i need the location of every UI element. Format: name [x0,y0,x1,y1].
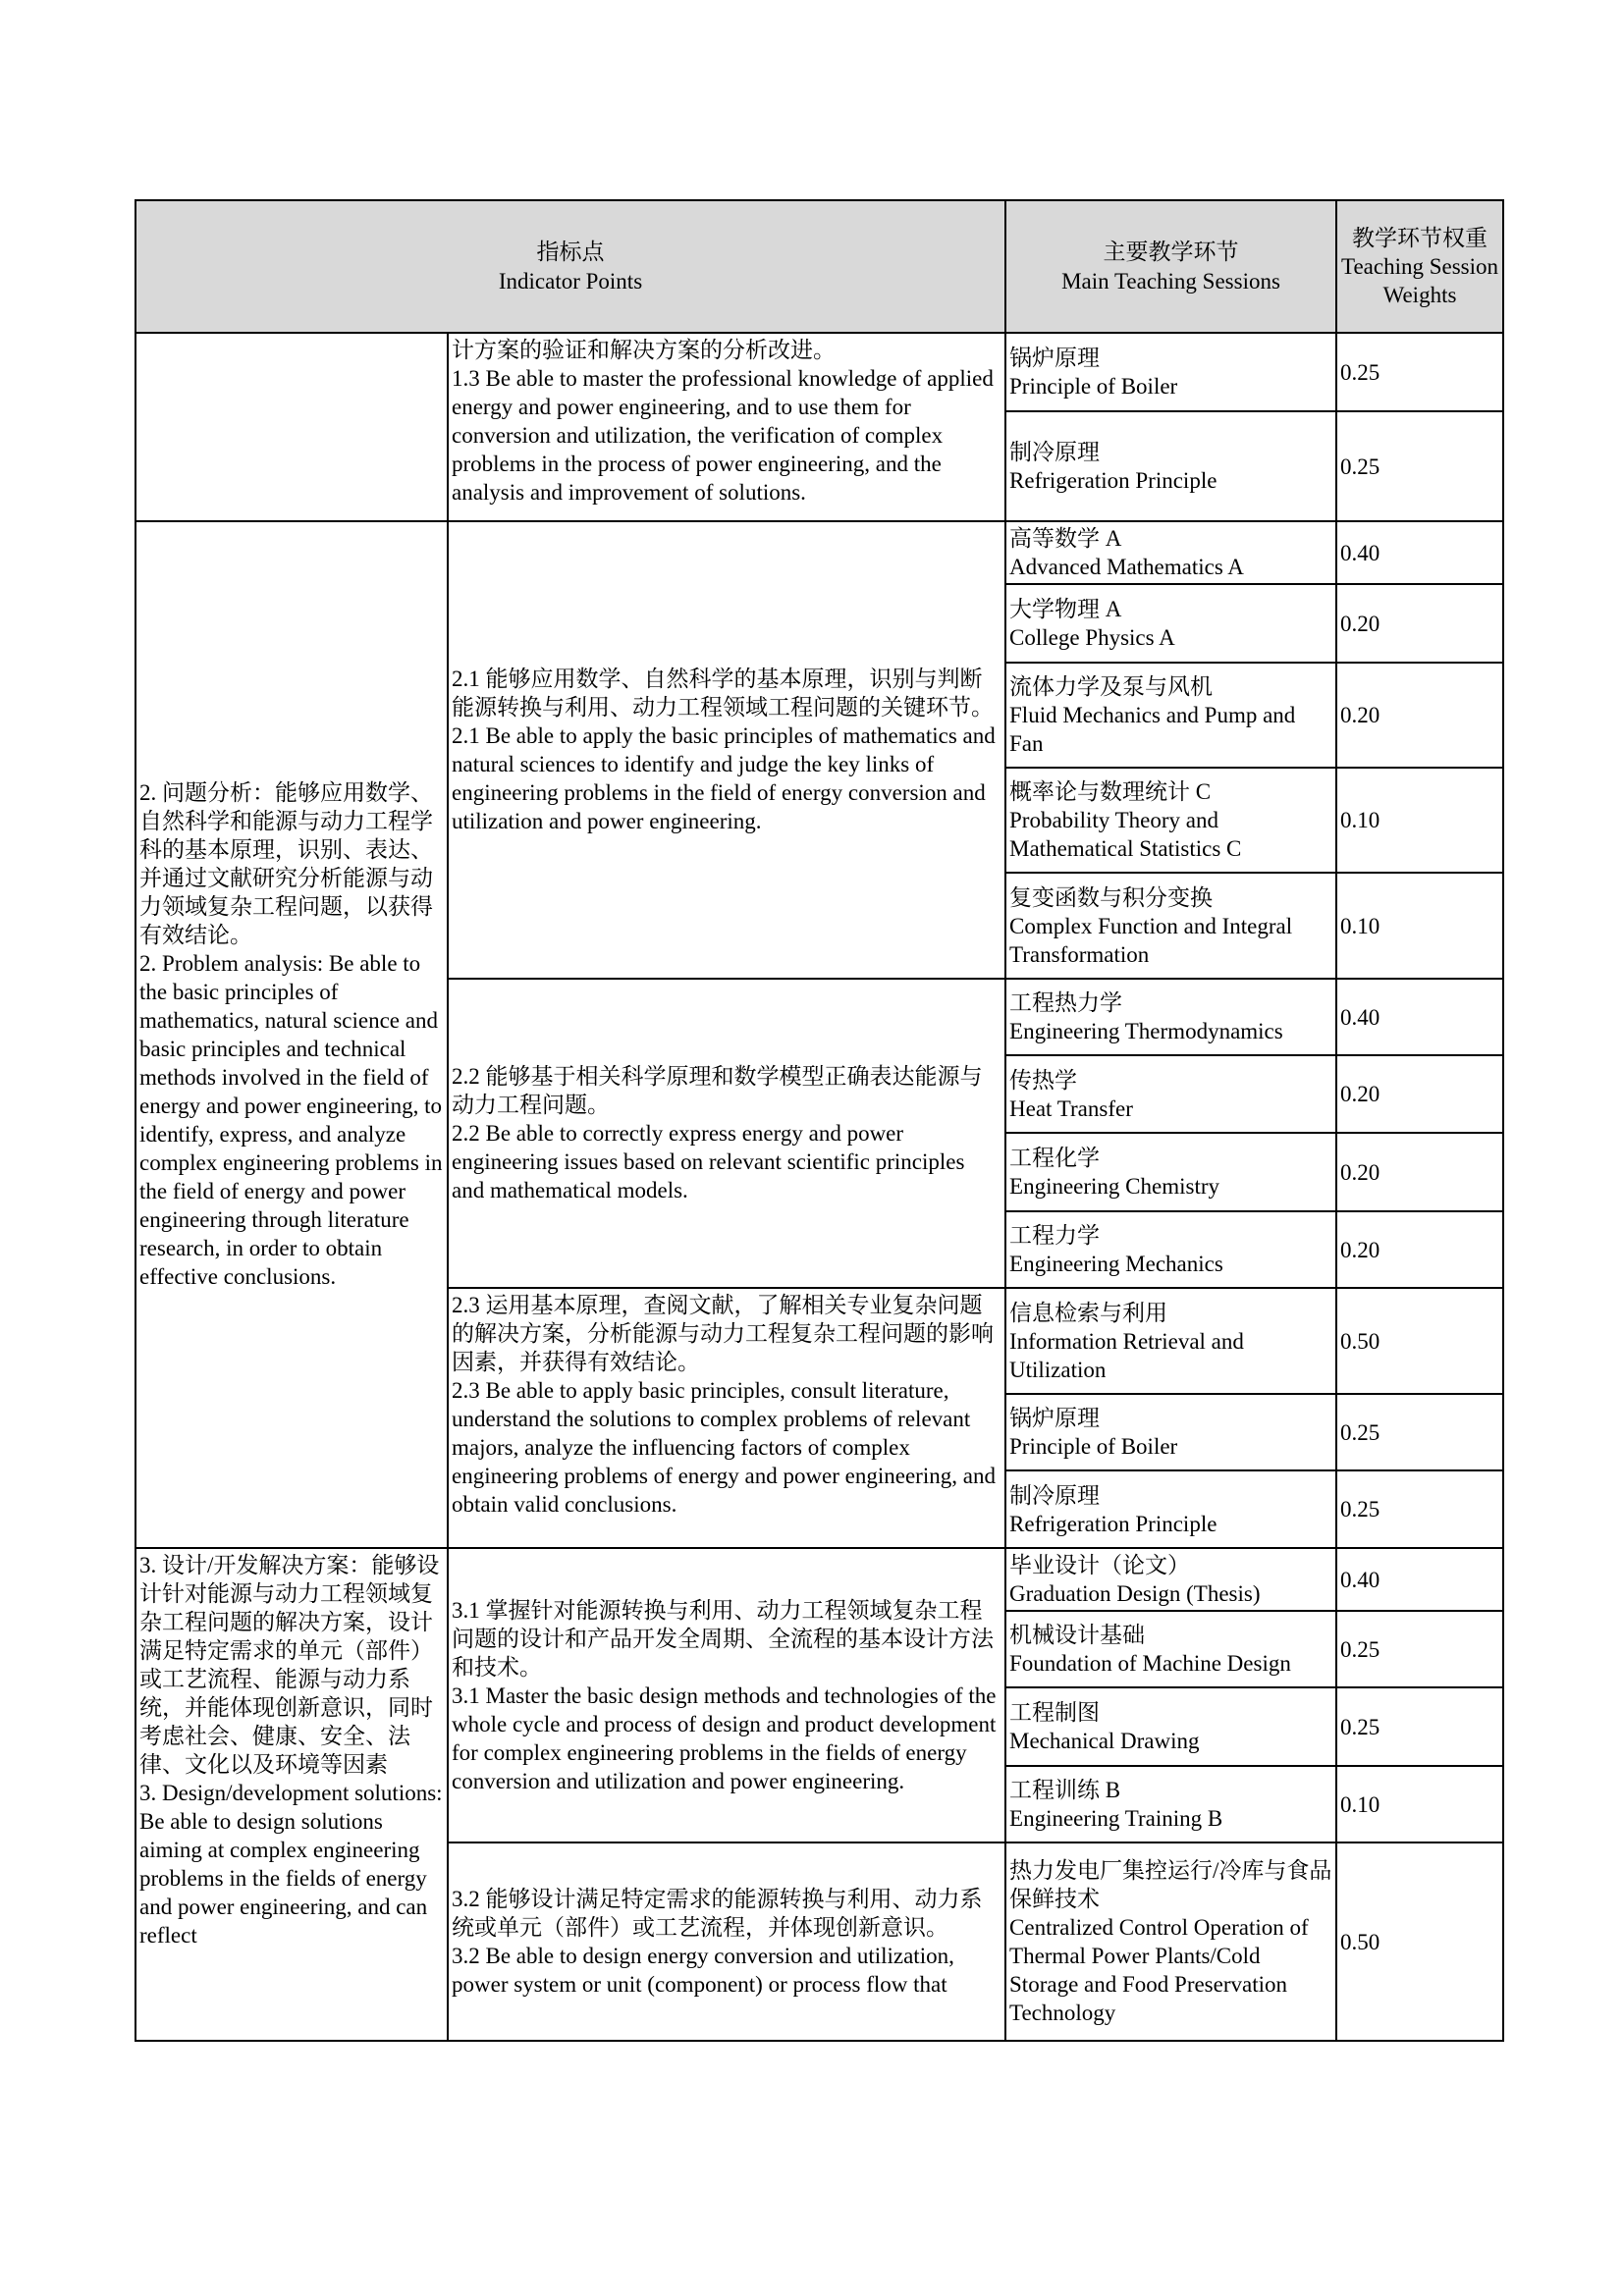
session-name-cn: 大学物理 A [1009,597,1122,621]
header-teaching-session-weights [1336,200,1503,333]
session-name-en: Principle of Boiler [1009,374,1178,399]
weight-cell: 0.25 [1336,333,1503,411]
indicator-text-en: 2.1 Be able to apply the basic principles of mathematics and natural sciences to identify and judge the key links of engineering problems in the field of energy conversion and utilization and power engineering. [452,723,996,833]
requirement-text-en: 2. Problem analysis: Be able to the basic principles of mathematics, natural science and basic principles and technical methods involved in the field of energy and power engineering, to identify, express, and analyze complex engineering problems in the field of energy and power engineering through literature research, in order to obtain effective conclusions. [139,951,443,1289]
indicator-cell-3-2 [448,1842,1005,2041]
indicator-table [135,199,1504,2042]
indicator-text-cn: 2.2 能够基于相关科学原理和数学模型正确表达能源与动力工程问题。 [452,1064,983,1117]
weight-cell: 0.10 [1336,768,1503,873]
session-name-en: Principle of Boiler [1009,1434,1178,1459]
header-main-teaching-sessions [1005,200,1336,333]
weight-cell: 0.50 [1336,1842,1503,2041]
table-row [135,333,1503,411]
indicator-text-en: 2.3 Be able to apply basic principles, consult literature, understand the solutions to complex problems of relevant majors, analyze the influencing factors of complex engineering problems of energy and power engineering, and obtain valid conclusions. [452,1378,996,1517]
header-indicator-cn: 指标点 [536,239,605,264]
session-name-cn: 工程训练 B [1009,1778,1121,1802]
session-name-cn: 信息检索与利用 [1009,1300,1168,1325]
session-name-en: Mechanical Drawing [1009,1729,1200,1753]
weight-cell: 0.40 [1336,979,1503,1055]
session-cell [1005,1687,1336,1766]
indicator-text-cn: 计方案的验证和解决方案的分析改进。 [452,338,836,362]
indicator-text-en: 2.2 Be able to correctly express energy and power engineering issues based on relevant scientific principles and mathematical models. [452,1121,965,1202]
weight-cell: 0.25 [1336,1687,1503,1766]
session-cell [1005,584,1336,663]
requirement-text-en: 3. Design/development solutions: Be able to design solutions aiming at complex engineering problems in the fields of energy and power engineering, and can reflect [139,1781,443,1948]
header-row [135,200,1503,333]
session-cell [1005,873,1336,979]
session-cell [1005,1394,1336,1470]
weight-cell: 0.25 [1336,1470,1503,1548]
session-name-en: Refrigeration Principle [1009,468,1217,493]
session-name-cn: 锅炉原理 [1009,346,1101,370]
session-name-cn: 工程制图 [1009,1700,1101,1725]
session-name-cn: 制冷原理 [1009,440,1101,464]
table-row [135,1548,1503,1611]
session-cell [1005,1211,1336,1288]
session-name-cn: 毕业设计（论文） [1009,1553,1191,1577]
indicator-text-en: 3.2 Be able to design energy conversion and utilization, power system or unit (component) or process flow that [452,1944,954,1997]
indicator-text-cn: 3.2 能够设计满足特定需求的能源转换与利用、动力系统或单元（部件）或工艺流程，并体现创新意识。 [452,1887,983,1940]
weight-cell: 0.20 [1336,1211,1503,1288]
indicator-cell-2-2 [448,979,1005,1288]
weight-cell: 0.25 [1336,1394,1503,1470]
header-weight-en: Teaching Session Weights [1341,254,1499,307]
weight-cell: 0.10 [1336,873,1503,979]
session-name-cn: 制冷原理 [1009,1482,1101,1508]
header-indicator-points [135,200,1005,333]
indicator-cell-2-3 [448,1288,1005,1548]
table-row [135,521,1503,584]
session-name-en: College Physics A [1009,625,1175,650]
session-name-en: Graduation Design (Thesis) [1009,1581,1261,1606]
indicator-text-en: 3.1 Master the basic design methods and technologies of the whole cycle and process of design and product development for complex engineering problems in the fields of energy conversion and utilization and power engineering. [452,1682,997,1793]
indicator-text-cn: 2.3 运用基本原理，查阅文献，了解相关专业复杂问题的解决方案，分析能源与动力工程复杂工程问题的影响因素，并获得有效结论。 [452,1293,994,1374]
indicator-text-cn: 2.1 能够应用数学、自然科学的基本原理，识别与判断能源转换与利用、动力工程领域工程问题的关键环节。 [452,667,994,720]
weight-cell: 0.10 [1336,1766,1503,1842]
session-name-cn: 复变函数与积分变换 [1009,884,1214,910]
session-name-en: Engineering Training B [1009,1806,1223,1831]
session-name-en: Engineering Chemistry [1009,1174,1220,1199]
weight-cell: 0.25 [1336,1611,1503,1687]
session-name-cn: 工程力学 [1009,1223,1101,1248]
session-cell [1005,979,1336,1055]
indicator-cell-2-1 [448,521,1005,979]
indicator-cell-1-3 [448,333,1005,521]
session-name-cn: 工程热力学 [1009,990,1123,1015]
requirement-cell-continued [135,333,448,521]
session-name-cn: 机械设计基础 [1009,1623,1146,1647]
session-name-cn: 概率论与数理统计 C [1009,779,1212,804]
session-name-cn: 传热学 [1009,1067,1078,1093]
weight-cell: 0.20 [1336,1133,1503,1211]
session-name-en: Probability Theory and Mathematical Statistics C [1009,808,1242,861]
session-cell [1005,521,1336,584]
session-name-en: Refrigeration Principle [1009,1511,1217,1536]
requirement-text-cn: 3. 设计/开发解决方案：能够设计针对能源与动力工程领域复杂工程问题的解决方案，设计满足特定需求的单元（部件）或工艺流程、能源与动力系统，并能体现创新意识，同时考虑社会、健康、安全、法律、文化以及环境等因素 [139,1553,440,1777]
requirement-cell-2 [135,521,448,1548]
session-cell [1005,333,1336,411]
session-cell [1005,1548,1336,1611]
session-name-cn: 高等数学 A [1009,526,1122,551]
session-name-en: Advanced Mathematics A [1009,555,1244,579]
session-cell [1005,768,1336,873]
session-name-en: Information Retrieval and Utilization [1009,1328,1244,1382]
weight-cell: 0.40 [1336,1548,1503,1611]
session-cell [1005,1766,1336,1842]
session-cell [1005,1133,1336,1211]
header-indicator-en: Indicator Points [498,268,643,294]
session-cell [1005,1470,1336,1548]
session-name-cn: 流体力学及泵与风机 [1009,674,1214,699]
session-name-en: Centralized Control Operation of Thermal Power Plants/Cold Storage and Food Preservation Technology [1009,1915,1309,2025]
requirement-text-cn: 2. 问题分析：能够应用数学、自然科学和能源与动力工程学科的基本原理，识别、表达、并通过文献研究分析能源与动力领域复杂工程问题，以获得有效结论。 [139,780,433,947]
header-weight-cn: 教学环节权重 [1352,226,1488,250]
session-cell [1005,1842,1336,2041]
header-session-en: Main Teaching Sessions [1061,268,1280,294]
session-name-en: Complex Function and Integral Transformation [1009,913,1293,967]
weight-cell: 0.25 [1336,411,1503,521]
session-name-cn: 热力发电厂集控运行/冷库与食品保鲜技术 [1009,1858,1332,1911]
session-cell [1005,663,1336,768]
session-name-en: Fluid Mechanics and Pump and Fan [1009,703,1296,756]
session-name-en: Engineering Thermodynamics [1009,1019,1283,1043]
weight-cell: 0.50 [1336,1288,1503,1394]
session-cell [1005,1055,1336,1133]
session-name-cn: 锅炉原理 [1009,1406,1101,1430]
indicator-text-cn: 3.1 掌握针对能源转换与利用、动力工程领域复杂工程问题的设计和产品开发全周期、全流程的基本设计方法和技术。 [452,1597,994,1680]
weight-cell: 0.20 [1336,663,1503,768]
weight-cell: 0.20 [1336,584,1503,663]
session-name-cn: 工程化学 [1009,1146,1101,1170]
session-cell [1005,1611,1336,1687]
session-name-en: Engineering Mechanics [1009,1252,1223,1276]
session-cell [1005,411,1336,521]
indicator-cell-3-1 [448,1548,1005,1842]
weight-cell: 0.40 [1336,521,1503,584]
session-name-en: Heat Transfer [1009,1095,1133,1121]
indicator-text-en: 1.3 Be able to master the professional knowledge of applied energy and power engineering, and to use them for conversion and utilization, the verification of complex problems in the process of power engineering, and the analysis and improvement of solutions. [452,366,994,505]
header-session-cn: 主要教学环节 [1103,239,1239,264]
weight-cell: 0.20 [1336,1055,1503,1133]
session-cell [1005,1288,1336,1394]
requirement-cell-3 [135,1548,448,2041]
session-name-en: Foundation of Machine Design [1009,1651,1291,1676]
